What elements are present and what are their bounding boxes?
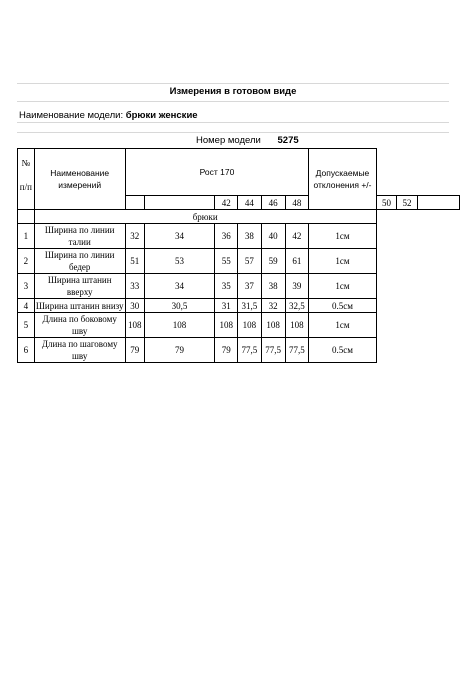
row-value: 108	[238, 313, 262, 338]
row-tolerance: 1см	[309, 249, 376, 274]
row-number: 6	[18, 338, 35, 363]
row-number: 4	[18, 299, 35, 313]
row-value: 57	[238, 249, 262, 274]
table-row	[18, 274, 460, 299]
row-name: Ширина штанин вверху	[34, 274, 125, 299]
row-value: 108	[144, 313, 215, 338]
row-value: 33	[125, 274, 144, 299]
row-value: 79	[215, 338, 238, 363]
row-value: 34	[144, 224, 215, 249]
table-row	[18, 338, 460, 363]
model-name-label: Наименование модели:	[19, 110, 124, 121]
row-value: 77,5	[285, 338, 309, 363]
row-value: 79	[125, 338, 144, 363]
row-value: 55	[215, 249, 238, 274]
row-value: 30,5	[144, 299, 215, 313]
table-row	[18, 249, 460, 274]
header-name: Наименование измерений	[34, 149, 125, 210]
row-value: 31	[215, 299, 238, 313]
table-row	[18, 313, 460, 338]
table-row	[18, 224, 460, 249]
row-value: 53	[144, 249, 215, 274]
row-value: 42	[285, 224, 309, 249]
header-height: Рост 170	[125, 149, 309, 196]
row-tolerance: 1см	[309, 274, 376, 299]
size-header: 44	[238, 196, 262, 210]
blank-cell	[18, 210, 35, 224]
row-name: Длина по боковому шву	[34, 313, 125, 338]
row-tolerance: 1см	[309, 313, 376, 338]
header-no: №	[21, 158, 31, 168]
row-value: 77,5	[238, 338, 262, 363]
row-value: 38	[261, 274, 285, 299]
size-header: 52	[397, 196, 418, 210]
section-label: брюки	[34, 210, 376, 224]
row-name: Ширина штанин внизу	[35, 300, 124, 311]
row-value: 32,5	[285, 299, 309, 313]
row-value: 37	[238, 274, 262, 299]
model-name-value: брюки женские	[125, 110, 198, 121]
model-name-line	[19, 110, 198, 121]
header-tolerance: Допускаемые отклонения +/-	[309, 149, 376, 210]
row-value: 32	[261, 299, 285, 313]
row-value: 40	[261, 224, 285, 249]
row-value: 31,5	[238, 299, 262, 313]
blank-cell	[125, 196, 144, 210]
row-value: 39	[285, 274, 309, 299]
table-row	[18, 299, 460, 313]
blank-cell	[417, 196, 459, 210]
row-value: 108	[285, 313, 309, 338]
row-value: 79	[144, 338, 215, 363]
row-value: 108	[215, 313, 238, 338]
model-number-label: Номер модели	[196, 135, 261, 146]
row-value: 61	[285, 249, 309, 274]
row-value: 77,5	[261, 338, 285, 363]
row-value: 30	[125, 299, 144, 313]
document-title: Измерения в готовом виде	[169, 86, 297, 97]
row-number: 1	[18, 224, 35, 249]
row-value: 34	[144, 274, 215, 299]
row-value: 51	[125, 249, 144, 274]
row-number: 5	[18, 313, 35, 338]
row-value: 36	[215, 224, 238, 249]
model-number-value: 5275	[277, 135, 299, 146]
measurements-table	[17, 148, 460, 363]
blank-cell	[144, 196, 215, 210]
row-tolerance: 1см	[309, 224, 376, 249]
row-number: 3	[18, 274, 35, 299]
row-name: Ширина по линии бедер	[34, 249, 125, 274]
row-value: 108	[125, 313, 144, 338]
row-value: 59	[261, 249, 285, 274]
row-value: 32	[125, 224, 144, 249]
size-header: 48	[285, 196, 309, 210]
model-number-line	[196, 135, 299, 146]
row-value: 38	[238, 224, 262, 249]
size-header: 46	[261, 196, 285, 210]
row-value: 35	[215, 274, 238, 299]
row-number: 2	[18, 249, 35, 274]
row-name: Длина по шаговому шву	[34, 338, 125, 363]
row-value: 108	[261, 313, 285, 338]
row-tolerance: 0.5см	[309, 338, 376, 363]
size-header: 42	[215, 196, 238, 210]
header-number-cell	[18, 149, 35, 210]
row-name: Ширина по линии талии	[34, 224, 125, 249]
row-tolerance: 0.5см	[309, 299, 376, 313]
header-pp: п/п	[19, 182, 32, 192]
size-header: 50	[376, 196, 397, 210]
